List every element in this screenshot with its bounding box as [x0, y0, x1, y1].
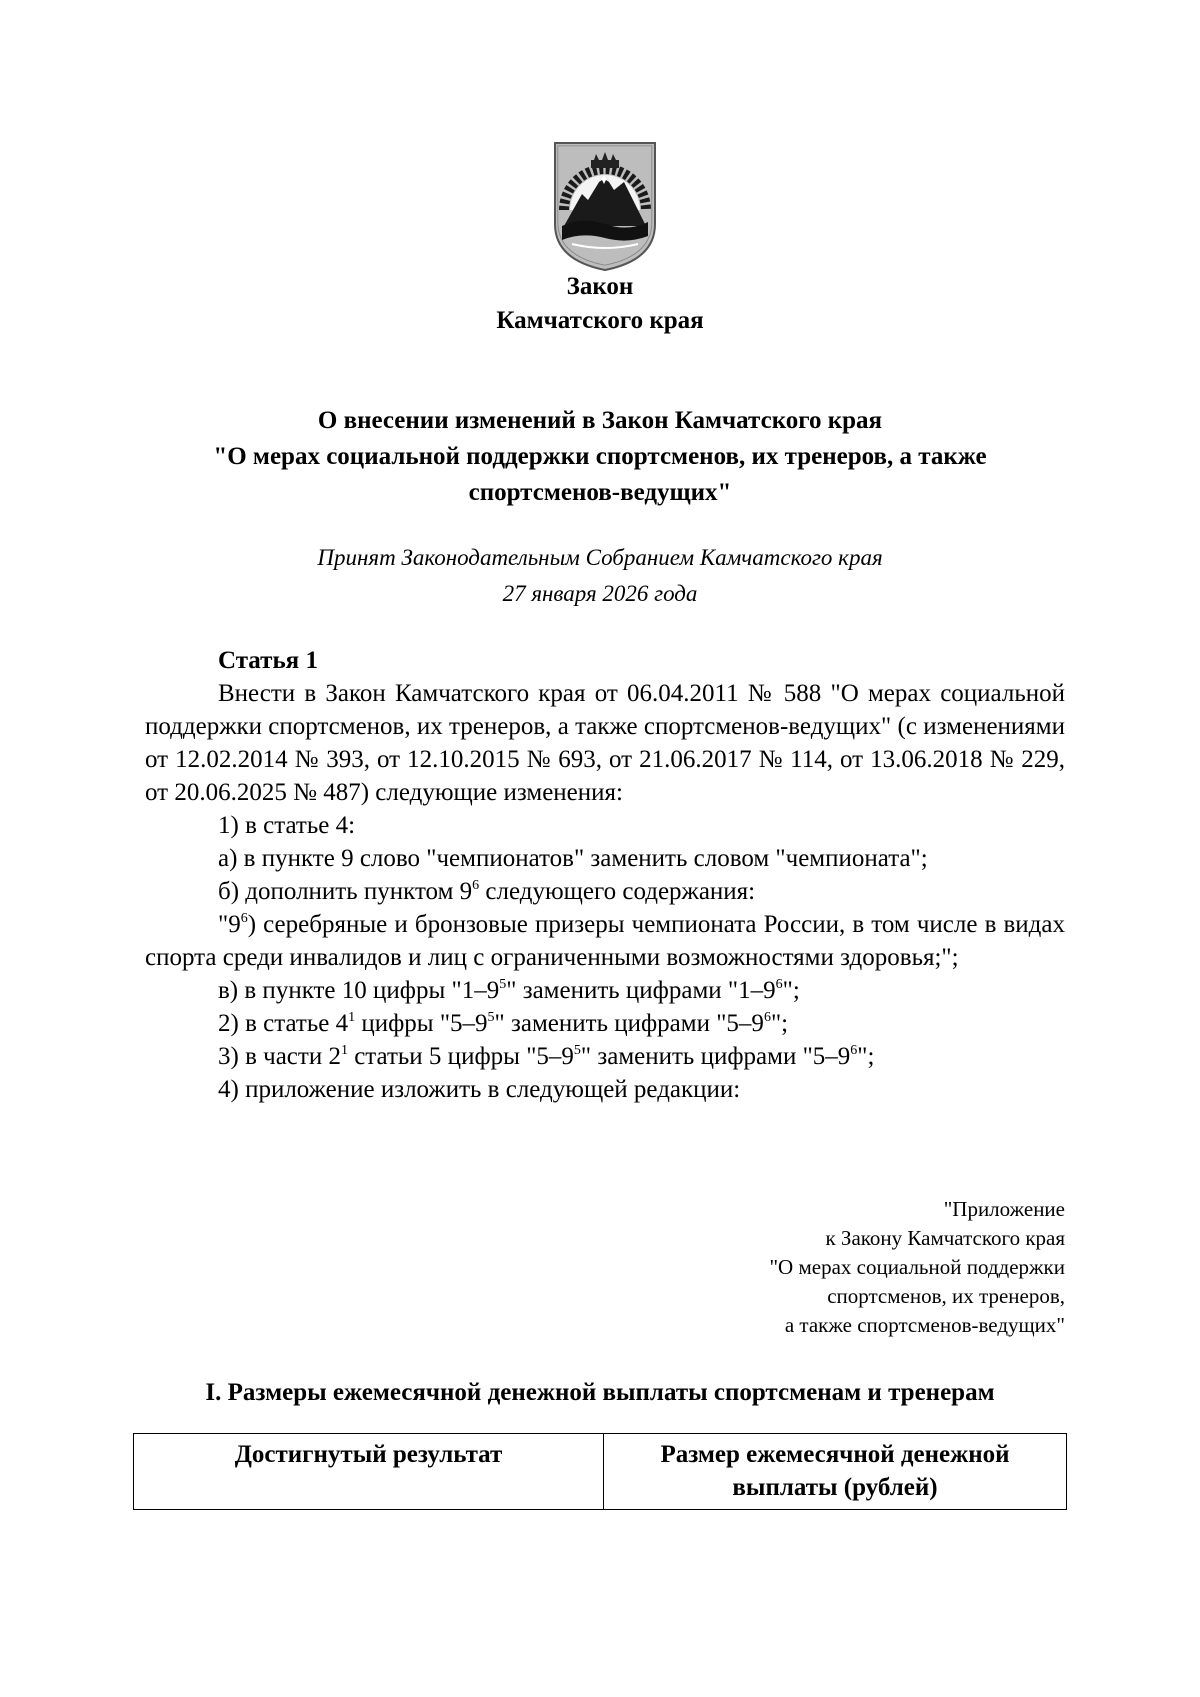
article-intro: Внести в Закон Камчатского края от 06.04.2011 № 588 "О мерах социальной поддержки спортсменов, их тренеров, а также спортсменов-ведущих" (с изменениями от 12.02.2014 № 393, от 12.10.2015 № 693, от 21.06.2017 № 114, от 13.06.2018 № 229, от 20.06.2025 № 487) следующие изменения:: [145, 680, 1065, 806]
table-header-row: [134, 1434, 1067, 1510]
document-type-title: Закон: [566, 273, 634, 300]
subject-line-3: спортсменов-ведущих": [468, 479, 732, 506]
appendix-line: а также спортсменов-ведущих": [784, 1313, 1065, 1337]
section-heading: I. Размеры ежемесячной денежной выплаты спортсменам и тренерам: [205, 1379, 995, 1406]
item-1c: в) в пункте 10 цифры "$1-9^5$" заменить цифрами "$1-9^6$";: [218, 976, 800, 1004]
appendix-line: "О мерах социальной поддержки: [769, 1255, 1065, 1279]
document-region-title: Камчатского края: [496, 307, 704, 334]
appendix-line: "Приложение: [943, 1197, 1065, 1221]
adopted-by: Принят Законодательным Собранием Камчатского края: [317, 545, 883, 570]
payments-table: [133, 1433, 1067, 1510]
item-3: 3) в части $2^1$ статьи 5 цифры "$5-9^5$" заменить цифрами "$5-9^6$";: [218, 1042, 875, 1070]
item-1b: б) дополнить пунктом $9^6$ следующего содержания:: [218, 877, 756, 905]
item-1a: а) в пункте 9 слово "чемпионатов" заменить словом "чемпионата";: [218, 845, 928, 872]
article-heading: Статья 1: [218, 647, 318, 674]
item-2: 2) в статье $4^1$ цифры "$5-9^5$" заменить цифрами "$5-9^6$";: [218, 1009, 789, 1037]
appendix-header: [545, 1195, 1065, 1340]
adoption-date: 27 января 2026 года: [502, 581, 698, 606]
item-1: 1) в статье 4:: [218, 812, 356, 839]
coat-of-arms-icon: [552, 140, 658, 272]
item-1b-quote: "$9^6$) серебряные и бронзовые призеры чемпионата России, в том числе в видах спорта среди инвалидов и лиц с ограниченными возможностями здоровья;";: [145, 910, 1065, 971]
subject-line-2: "О мерах социальной поддержки спортсменов, их тренеров, а также: [213, 443, 987, 470]
article-1-body: [145, 644, 1065, 1106]
column-header-result: Достигнутый результат: [134, 1434, 604, 1510]
item-4: 4) приложение изложить в следующей редакции:: [218, 1076, 741, 1103]
appendix-line: к Закону Камчатского края: [825, 1226, 1065, 1250]
column-header-payment: Размер ежемесячной денежной выплаты (рублей): [604, 1434, 1067, 1510]
appendix-line: спортсменов, их тренеров,: [827, 1284, 1065, 1308]
subject-line-1: О внесении изменений в Закон Камчатского края: [317, 407, 883, 434]
